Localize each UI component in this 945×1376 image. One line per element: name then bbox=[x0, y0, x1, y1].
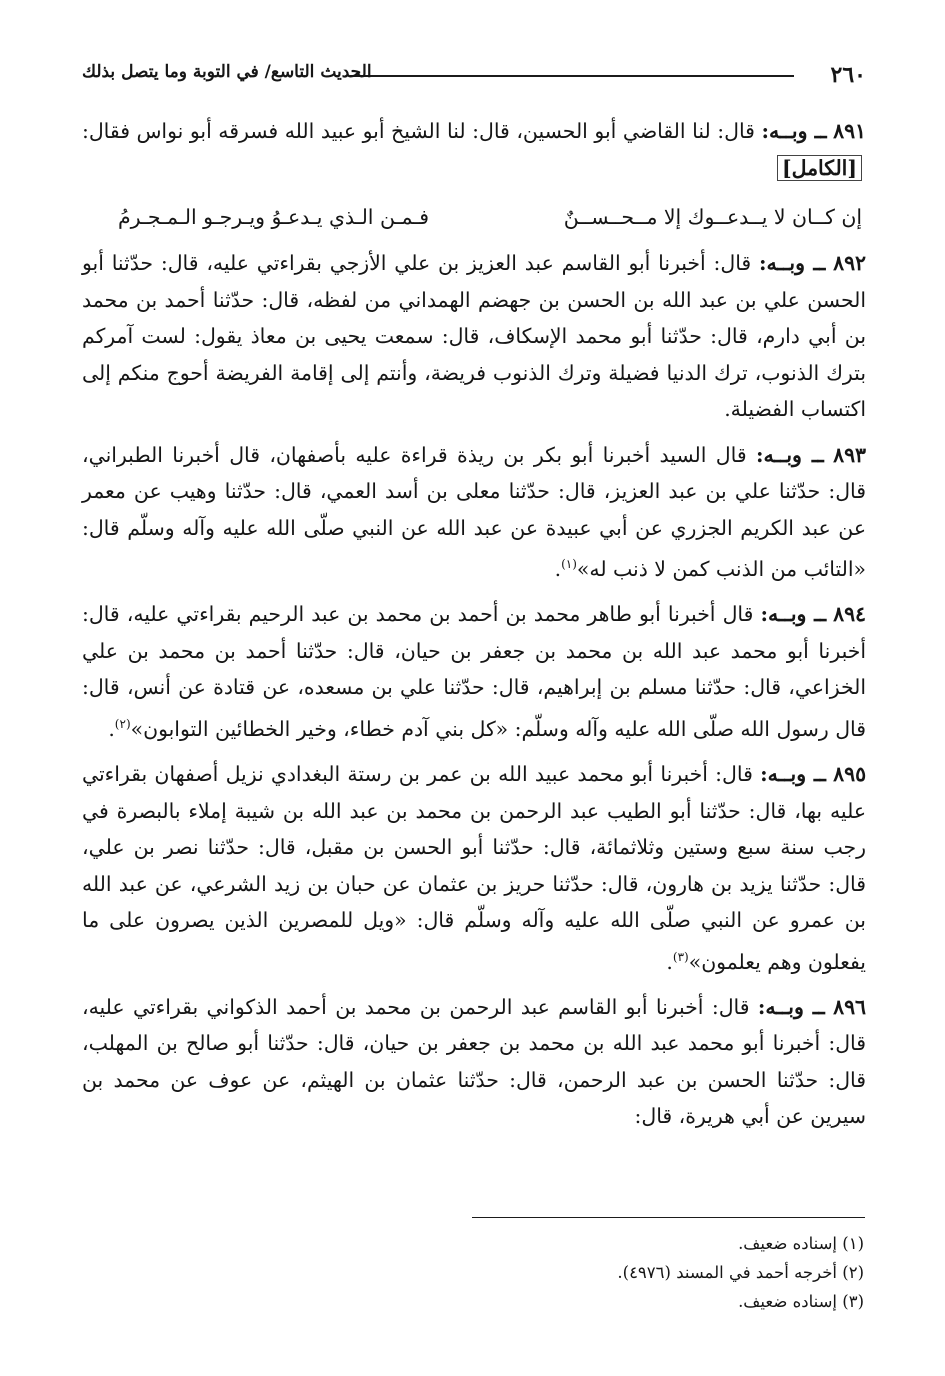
footnote-2: (٢) أخرجه أحمد في المسند (٤٩٧٦). bbox=[617, 1263, 864, 1282]
hadith-893: ٨٩٣ ــ وبــه: قال السيد أخبرنا أبو بكر بن ريذة قراءة عليه بأصفهان، قال أخبرنا الطبراني، قال: حدّثنا علي بن عبد العزيز، قال: حدّثنا معلى بن أسد العمي، قال: حدّثنا وهيب عن معمر عن عبد الكريم الجزري عن أبي عبيدة عن عبد الله عن النبي صلّى الله عليه وآله وسلّم قال: «التائب من الذنب كمن لا ذنب له»$^{(١)}$. bbox=[82, 442, 867, 581]
verse-second-hemistich: فـمـن الـذي يـدعـوُ ويـرجـو الـمـجـرمُ bbox=[118, 205, 429, 229]
hadith-lead: ــ وبــه: bbox=[759, 251, 826, 275]
page-header bbox=[82, 60, 866, 94]
hadith-896 bbox=[82, 989, 866, 1135]
hadith-894: ٨٩٤ ــ وبــه: قال أخبرنا أبو طاهر محمد بن أحمد بن محمد بن عبد الرحيم بقراءتي عليه، قال: أخبرنا أبو محمد عبد الله بن محمد بن جعفر بن حيان، قال: حدّثنا أحمد بن محمد بن علي الخزاعي، قال: حدّثنا مسلم بن إبراهيم، قال: حدّثنا علي بن مسعده، عن قتادة عن أنس، قال: قال رسول الله صلّى الله عليه وآله وسلّم: «كل بني آدم خطاء، وخير الخطائين التوابون»$^{(٢)}$. bbox=[82, 602, 866, 741]
footnote-ref: (٢) bbox=[114, 716, 131, 731]
hadith-lead: ــ وبــه: bbox=[760, 602, 827, 627]
hadith-lead: ــ وبــه: bbox=[761, 119, 827, 143]
hadith-lead: ــ وبــه: bbox=[755, 442, 824, 467]
meter-label: [الكامل] bbox=[777, 155, 862, 181]
hadith-lead: ــ وبــه: bbox=[760, 762, 826, 787]
hadith-text: قال أخبرنا أبو طاهر محمد بن أحمد بن محمد بن عبد الرحيم بقراءتي عليه، قال: أخبرنا أبو محمد عبد الله بن محمد بن جعفر بن حيان، قال: حدّثنا أحمد بن محمد بن علي الخزاعي، قال: حدّثنا مسلم بن إبراهيم، قال: حدّثنا علي بن مسعده، عن قتادة عن أنس، قال: قال رسول الله صلّى الله عليه وآله وسلّم: «كل بني آدم خطاء، وخير الخطائين التوابون» bbox=[82, 602, 866, 741]
verse-first-hemistich: إن كــان لا يــدعــوك إلا مــحــســنٌ bbox=[563, 205, 862, 229]
running-title: الحديث التاسع/ في التوبة وما يتصل بذلك bbox=[82, 62, 372, 82]
hadith-number: ٨٩١ bbox=[833, 119, 867, 143]
hadith-text: قال: لنا القاضي أبو الحسين، قال: لنا الشيخ أبو عبيد الله فسرقه أبو نواس فقال: bbox=[82, 119, 755, 143]
hadith-text: قال: أخبرنا أبو محمد عبيد الله بن عمر بن رستة البغدادي نزيل أصفهان بقراءتي عليه بها، قال: حدّثنا أبو الطيب عبد الرحمن بن محمد بن عبد الله بن شيبة إملاء بالبصرة في رجب سنة سبع وستين وثلاثمائة، قال: حدّثنا أبو الحسن بن مقبل، قال: حدّثنا نصر بن علي، قال: حدّثنا يزيد بن هارون، قال: حدّثنا حريز بن عثمان عن حبان بن زيد الشرعي، عن عبد الله بن عمرو عن النبي صلّى الله عليه وآله وسلّم قال: «ويل للمصرين الذين يصرون على ما يفعلون وهم يعلمون» bbox=[82, 762, 866, 974]
hadith-892 bbox=[82, 245, 866, 428]
footnote-ref: (١) bbox=[561, 557, 577, 571]
hadith-895: ٨٩٥ ــ وبــه: قال: أخبرنا أبو محمد عبيد الله بن عمر بن رستة البغدادي نزيل أصفهان بقراءتي عليه بها، قال: حدّثنا أبو الطيب عبد الرحمن بن محمد بن عبد الله بن شيبة إملاء بالبصرة في رجب سنة سبع وستين وثلاثمائة، قال: حدّثنا أبو الحسن بن مقبل، قال: حدّثنا نصر بن علي، قال: حدّثنا يزيد بن هارون، قال: حدّثنا حريز بن عثمان عن حبان بن زيد الشرعي، عن عبد الله بن عمرو عن النبي صلّى الله عليه وآله وسلّم قال: «ويل للمصرين الذين يصرون على ما يفعلون وهم يعلمون»$^{(٣)}$. bbox=[82, 762, 867, 974]
hadith-number: ٨٩٢ bbox=[833, 251, 866, 275]
hadith-number: ٨٩٦ bbox=[833, 994, 867, 1019]
hadith-number: ٨٩٣ bbox=[833, 442, 867, 467]
footnotes bbox=[82, 1229, 864, 1316]
poetry-verse bbox=[82, 195, 866, 239]
page-number: ٢٦٠ bbox=[830, 62, 866, 88]
header-rule bbox=[350, 75, 794, 77]
footnote-divider bbox=[472, 1217, 865, 1218]
hadith-number: ٨٩٥ bbox=[833, 762, 867, 787]
footnote-1: (١) إسناده ضعيف. bbox=[738, 1234, 864, 1253]
footnote-3: (٣) إسناده ضعيف. bbox=[738, 1292, 864, 1311]
hadith-text: قال: أخبرنا أبو القاسم عبد العزيز بن علي الأزجي بقراءتي عليه، قال: حدّثنا أبو الحسن علي بن عبد الله بن الحسن بن جهضم الهمداني من لفظه، قال: حدّثنا أحمد بن محمد بن أبي دارم، قال: حدّثنا أبو محمد الإسكاف، قال: سمعت يحيى بن معاذ يقول: لست آمركم بترك الذنوب، ترك الدنيا فضيلة وترك الذنوب فريضة، وأنتم إلى إقامة الفريضة أحوج منكم إلى اكتساب الفضيلة. bbox=[82, 251, 866, 421]
hadith-text: قال: أخبرنا أبو القاسم عبد الرحمن بن محمد بن أحمد الذكواني بقراءتي عليه، قال: أخبرنا أبو محمد عبد الله بن محمد بن جعفر بن حيان، قال: حدّثنا أبو صالح بن المهلب، قال: حدّثنا الحسن بن عبد الرحمن، قال: حدّثنا عثمان بن الهيثم، عن عوف عن محمد بن سيرين عن أبي هريرة، قال: bbox=[82, 994, 866, 1129]
footnote-ref: (٣) bbox=[672, 949, 689, 964]
hadith-text: قال السيد أخبرنا أبو بكر بن ريذة قراءة عليه بأصفهان، قال أخبرنا الطبراني، قال: حدّثنا علي بن عبد العزيز، قال: حدّثنا معلى بن أسد العمي، قال: حدّثنا وهيب عن معمر عن عبد الكريم الجزري عن أبي عبيدة عن عبد الله عن النبي صلّى الله عليه وآله وسلّم قال: «التائب من الذنب كمن لا ذنب له» bbox=[82, 442, 866, 581]
hadith-891 bbox=[82, 113, 866, 186]
main-text bbox=[82, 113, 866, 1144]
hadith-lead: ــ وبــه: bbox=[757, 994, 825, 1019]
hadith-number: ٨٩٤ bbox=[833, 602, 866, 627]
